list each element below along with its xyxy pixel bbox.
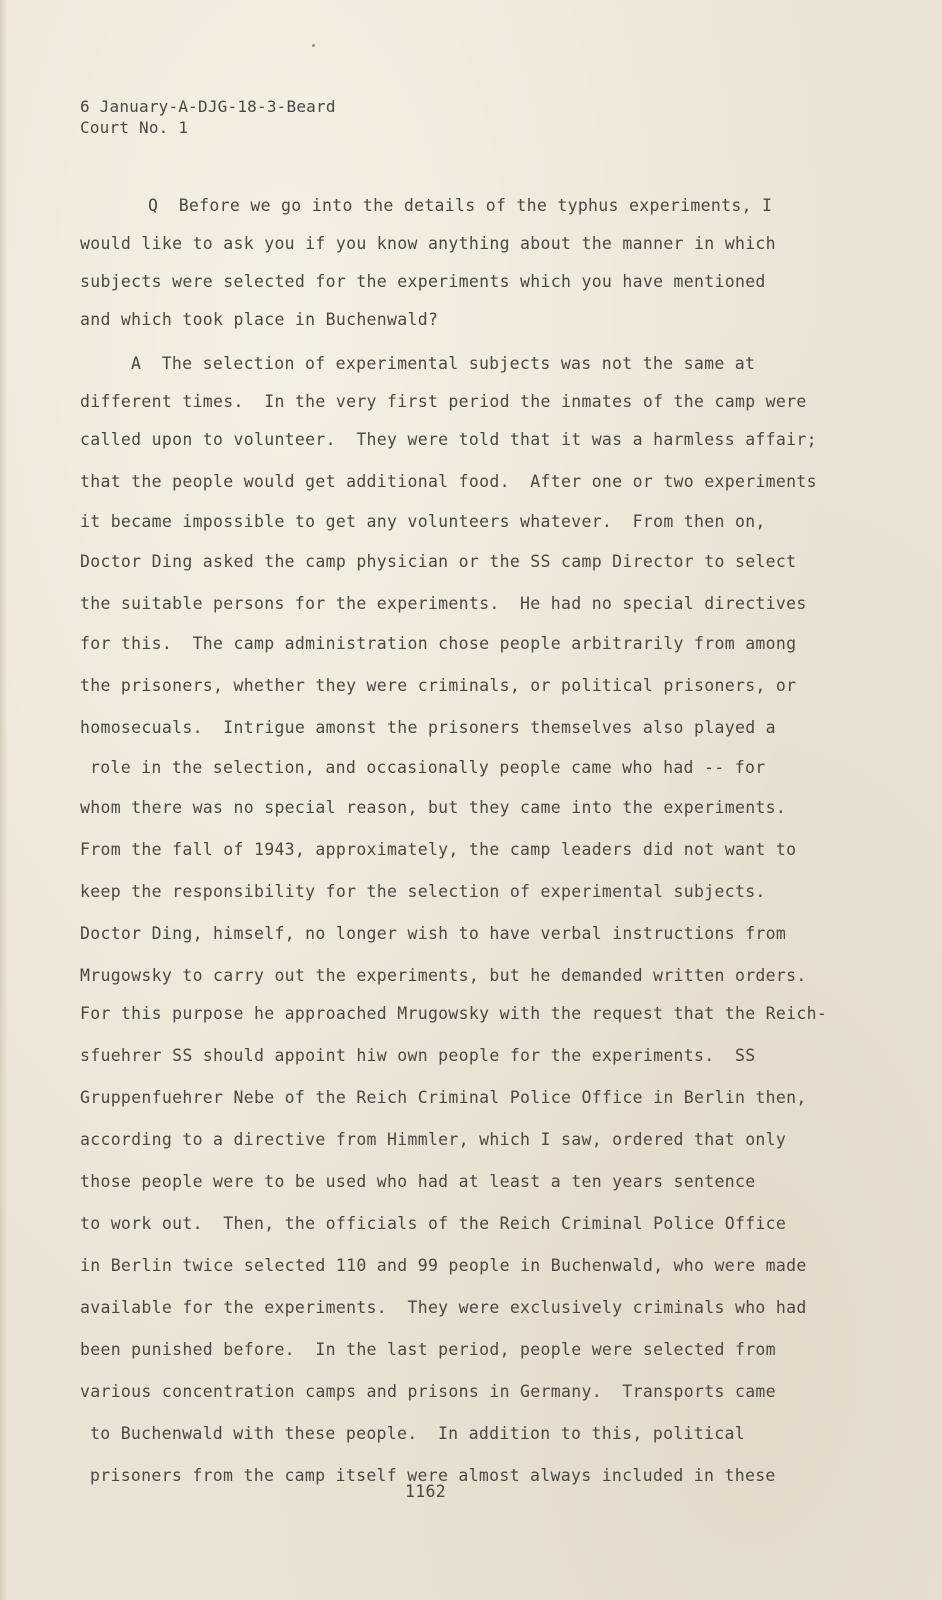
body-line: available for the experiments. They were exclusively criminals who had bbox=[80, 1298, 807, 1317]
body-line: Mrugowsky to carry out the experiments, but he demanded written orders. bbox=[80, 966, 807, 985]
body-line: called upon to volunteer. They were told that it was a harmless affair; bbox=[80, 430, 817, 449]
body-line: various concentration camps and prisons in Germany. Transports came bbox=[80, 1382, 776, 1401]
body-line: Doctor Ding, himself, no longer wish to have verbal instructions from bbox=[80, 924, 787, 943]
header-court: Court No. 1 bbox=[80, 118, 189, 137]
body-line: Q Before we go into the details of the typhus experiments, I bbox=[148, 196, 773, 215]
page-number: 1162 bbox=[405, 1482, 446, 1501]
page-edge-shadow bbox=[0, 0, 8, 1600]
body-line: the prisoners, whether they were criminals, or political prisoners, or bbox=[80, 676, 797, 695]
body-line: Doctor Ding asked the camp physician or the SS camp Director to select bbox=[80, 552, 797, 571]
body-line: to Buchenwald with these people. In addition to this, political bbox=[90, 1424, 745, 1443]
body-line: in Berlin twice selected 110 and 99 people in Buchenwald, who were made bbox=[80, 1256, 807, 1275]
body-line: and which took place in Buchenwald? bbox=[80, 310, 439, 329]
body-line: whom there was no special reason, but they came into the experiments. bbox=[80, 798, 787, 817]
header-reference: 6 January-A-DJG-18-3-Beard bbox=[80, 97, 336, 116]
body-line: homosecuals. Intrigue amonst the prisoners themselves also played a bbox=[80, 718, 776, 737]
body-line: it became impossible to get any volunteers whatever. From then on, bbox=[80, 512, 766, 531]
body-line: the suitable persons for the experiments. He had no special directives bbox=[80, 594, 807, 613]
body-line: From the fall of 1943, approximately, the camp leaders did not want to bbox=[80, 840, 797, 859]
body-line: subjects were selected for the experiments which you have mentioned bbox=[80, 272, 766, 291]
body-line: different times. In the very first period the inmates of the camp were bbox=[80, 392, 807, 411]
body-line: those people were to be used who had at least a ten years sentence bbox=[80, 1172, 756, 1191]
body-line: role in the selection, and occasionally people came who had -- for bbox=[90, 758, 766, 777]
body-line: according to a directive from Himmler, which I saw, ordered that only bbox=[80, 1130, 787, 1149]
body-line: would like to ask you if you know anything about the manner in which bbox=[80, 234, 776, 253]
body-line: for this. The camp administration chose people arbitrarily from among bbox=[80, 634, 797, 653]
document-header bbox=[80, 96, 336, 138]
body-line: sfuehrer SS should appoint hiw own people for the experiments. SS bbox=[80, 1046, 756, 1065]
body-line: keep the responsibility for the selection of experimental subjects. bbox=[80, 882, 766, 901]
body-line: been punished before. In the last period, people were selected from bbox=[80, 1340, 776, 1359]
body-line: prisoners from the camp itself were almost always included in these bbox=[90, 1466, 776, 1485]
body-line: Gruppenfuehrer Nebe of the Reich Criminal Police Office in Berlin then, bbox=[80, 1088, 807, 1107]
body-line: that the people would get additional food. After one or two experiments bbox=[80, 472, 817, 491]
body-line: A The selection of experimental subjects was not the same at bbox=[131, 354, 756, 373]
paper-speck bbox=[312, 44, 315, 47]
body-line: to work out. Then, the officials of the Reich Criminal Police Office bbox=[80, 1214, 787, 1233]
body-line: For this purpose he approached Mrugowsky with the request that the Reich- bbox=[80, 1004, 828, 1023]
